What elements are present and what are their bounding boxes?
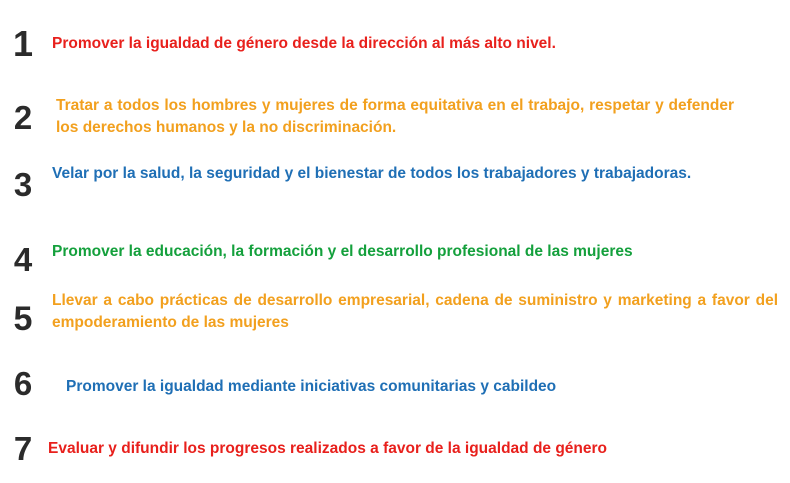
item-number: 5 xyxy=(13,300,33,338)
item-text: Evaluar y difundir los progresos realizados a favor de la igualdad de género xyxy=(48,440,608,457)
list-item xyxy=(0,93,790,140)
list-item xyxy=(0,367,790,400)
item-text: Tratar a todos los hombres y mujeres de forma equitativa en el trabajo, respetar y defender los derechos humanos y la no discriminación. xyxy=(56,97,734,137)
item-text: Promover la educación, la formación y el desarrollo profesional de las mujeres xyxy=(52,243,633,260)
item-text: Llevar a cabo prácticas de desarrollo empresarial, cadena de suministro y marketing a favor del empoderamiento de las mujeres xyxy=(52,292,778,332)
list-item xyxy=(0,432,790,465)
item-text: Velar por la salud, la seguridad y el bienestar de todos los trabajadores y trabajadoras. xyxy=(52,165,692,182)
item-number: 2 xyxy=(13,99,33,136)
item-number: 4 xyxy=(13,241,33,278)
item-text: Promover la igualdad mediante iniciativas comunitarias y cabildeo xyxy=(66,378,557,395)
item-number: 3 xyxy=(13,166,33,203)
list-item xyxy=(0,23,790,64)
item-number: 6 xyxy=(13,365,33,402)
list-item xyxy=(0,163,790,201)
item-number: 7 xyxy=(13,430,33,467)
item-number: 1 xyxy=(12,23,34,64)
list-item xyxy=(0,238,790,276)
list-item xyxy=(0,290,790,336)
item-text: Promover la igualdad de género desde la dirección al más alto nivel. xyxy=(52,35,556,52)
